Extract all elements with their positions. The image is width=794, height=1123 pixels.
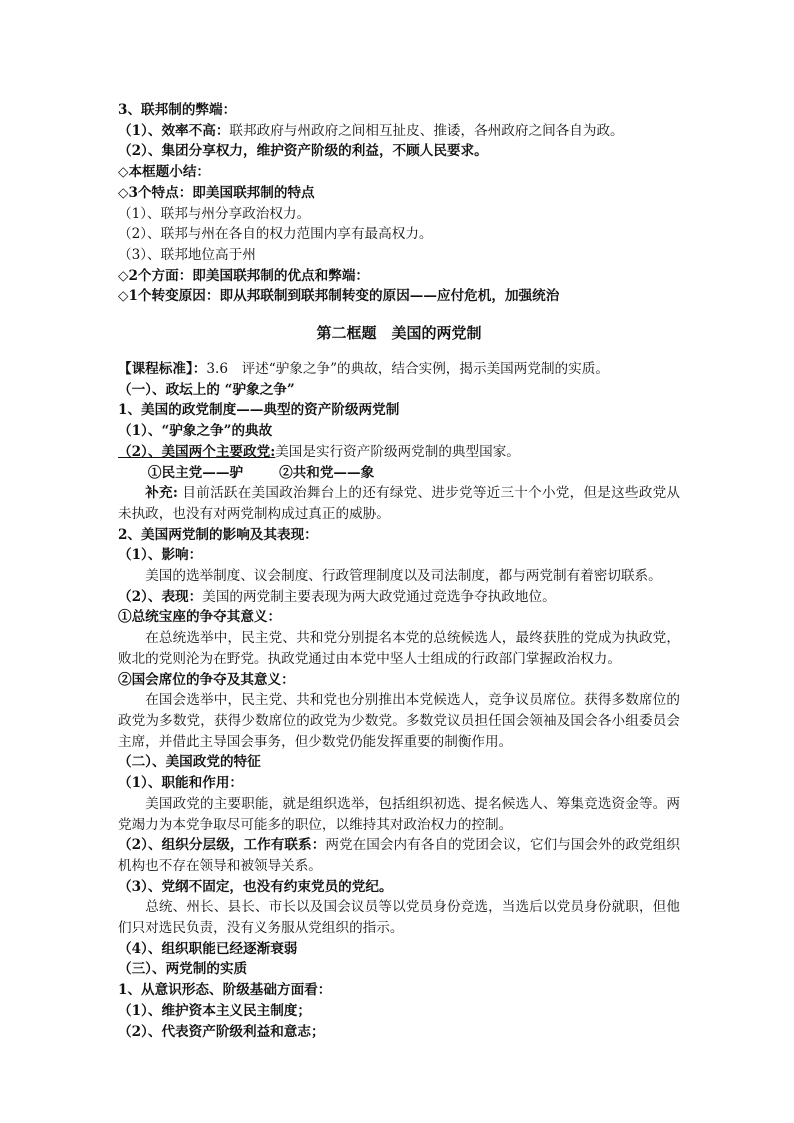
- influence-label: （1）、影响：: [118, 547, 203, 564]
- summary-heading: ◇本框题小结：: [118, 164, 211, 181]
- part-one-heading: （一）、政坛上的 “驴象之争”: [118, 381, 295, 398]
- curriculum-standard-label: 【课程标准】：: [118, 361, 207, 378]
- heading-party-system: 1、美国的政党制度——典型的资产阶级两党制: [118, 402, 400, 419]
- feature-3: （3）、联邦地位高于州: [118, 246, 256, 263]
- three-features: ◇3个特点：即美国联邦制的特点: [118, 184, 315, 201]
- two-main-parties-label: （2）、美国两个主要政党:: [118, 443, 276, 460]
- heading-influence: 2、美国两党制的影响及其表现：: [118, 526, 318, 543]
- essence-2: （2）、代表资产阶级利益和意志；: [118, 1023, 325, 1040]
- part-three-heading: （三）、两党制的实质: [118, 961, 248, 978]
- drawback-2: （2）、集团分享权力，维护资产阶级的利益，不顾人民要求。: [118, 143, 488, 160]
- supplement: [118, 483, 680, 524]
- part-two-heading: （二）、美国政党的特征: [118, 754, 261, 771]
- function-text: 美国政党的主要职能，就是组织选举，包括组织初选、提名候选人、筹集竞选资金等。两党竭力为本党争取尽可能多的职位，以维持其对政治权力的控制。: [118, 795, 680, 833]
- supplement-text: 目前活跃在美国政治舞台上的还有绿党、进步党等近三十个小党，但是这些政党从未执政，也没有对两党制构成过真正的威胁。: [118, 485, 680, 522]
- two-aspects: ◇2个方面：即美国联邦制的优点和弊端：: [118, 267, 370, 284]
- essence-1: （1）、维护资本主义民主制度；: [118, 1002, 311, 1019]
- party-symbols: [118, 463, 680, 484]
- one-reason: ◇1个转变原因：即从邦联制到联邦制转变的原因——应付危机，加强统治: [118, 288, 560, 305]
- two-main-parties-text: 美国是实行资产阶级两党制的典型国家。: [275, 443, 520, 460]
- feature-1: （1）、联邦与州分享政治权力。: [118, 205, 311, 222]
- ideology-heading: 1、从意识形态、阶级基础方面看：: [118, 982, 332, 999]
- heading-federal-drawbacks: 3、联邦制的弊端：: [118, 102, 237, 118]
- feature-2: （2）、联邦与州在各自的权力范围内享有最高权力。: [118, 226, 433, 243]
- curriculum-standard: [118, 359, 680, 380]
- democratic-party: ①民主党——驴: [147, 464, 244, 481]
- republican-party: ②共和党——象: [279, 464, 375, 481]
- organization-label: （2）、组织分层级，工作有联系：: [118, 837, 326, 854]
- drawback-1-label: （1）、效率不高：: [118, 122, 230, 139]
- presidency-text: 在总统选举中，民主党、共和党分别提名本党的总统候选人，最终获胜的党成为执政党，败北的党则沦为在野党。执政党通过由本党中坚人士组成的行政部门掌握政治权力。: [118, 630, 680, 667]
- drawback-1: [118, 121, 680, 142]
- document-page: [118, 100, 680, 1042]
- congress-heading: ②国会席位的争夺及其意义：: [118, 671, 295, 688]
- platform-heading: （3）、党纲不固定，也没有约束党员的党纪。: [118, 878, 393, 895]
- supplement-label: 补充:: [145, 485, 178, 502]
- declining-function: （4）、组织职能已经逐渐衰弱: [118, 940, 298, 957]
- manifestation-label: （2）、表现：: [118, 588, 203, 605]
- influence-text: 美国的选举制度、议会制度、行政管理制度以及司法制度，都与两党制有着密切联系。: [145, 568, 662, 585]
- platform-text: 总统、州长、县长、市长以及国会议员等以党员身份竞选，当选后以党员身份就职，但他们只对选民负责，没有义务服从党组织的指示。: [118, 899, 680, 937]
- organization-text: 两党在国会内有各自的党团会议，它们与国会外的政党组织机构也不存在领导和被领导关系。: [118, 837, 680, 874]
- curriculum-standard-text: 3.6 评述“驴象之争”的典故，结合实例，揭示美国两党制的实质。: [206, 361, 609, 378]
- drawback-1-text: 联邦政府与州政府之间相互扯皮、推诿，各州政府之间各自为政。: [229, 122, 624, 139]
- presidency-heading: ①总统宝座的争夺其意义：: [118, 609, 282, 626]
- donkey-elephant-story: （1）、“驴象之争”的典故: [118, 423, 273, 440]
- manifestation-text: 美国的两党制主要表现为两大政党通过竞选争夺执政地位。: [202, 588, 556, 605]
- organization: [118, 835, 680, 876]
- congress-text: 在国会选举中，民主党、共和党也分别推出本党候选人，竞争议员席位。获得多数席位的政党为多数党，获得少数席位的政党为少数党。多数党议员担任国会领袖及国会各小组委员会主席，并借此主导国会事务，但少数党仍能发挥重要的制衡作用。: [118, 692, 680, 750]
- manifestation: [118, 587, 680, 608]
- function-heading: （1）、职能和作用：: [118, 775, 244, 792]
- section-title: 第二框题 美国的两党制: [316, 324, 482, 343]
- two-main-parties: [118, 442, 680, 463]
